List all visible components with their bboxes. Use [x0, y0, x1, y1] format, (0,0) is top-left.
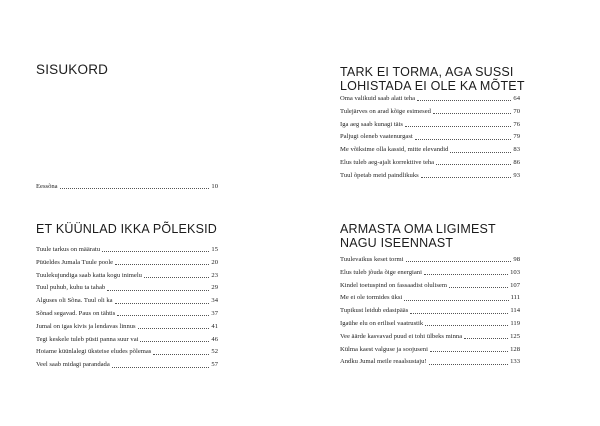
dot-leader [117, 315, 209, 316]
toc-entry-title: Tuulevaikus keset tormi [340, 256, 404, 263]
toc-entry-title: Eessõna [36, 183, 58, 190]
toc-entry-title: Tuule tarkus on määratu [36, 246, 101, 253]
toc-entry-title: Sõnad segavad. Paus on tähtis [36, 310, 116, 317]
toc-entry[interactable] [340, 132, 520, 141]
toc-entry-page-number: 125 [510, 332, 520, 340]
toc-entry[interactable] [36, 182, 218, 191]
toc-entry-page-number: 103 [510, 268, 520, 276]
dot-leader [417, 100, 511, 101]
toc-entry-page-number: 107 [510, 281, 520, 289]
dot-leader [115, 303, 210, 304]
toc-entry[interactable] [340, 255, 520, 264]
dot-leader [112, 367, 210, 368]
toc-entry-page-number: 10 [211, 183, 218, 190]
toc-entry[interactable] [340, 357, 520, 366]
toc-entry-title: Tupikust leidub edasipääs [340, 307, 409, 315]
toc-entry-page-number: 111 [510, 294, 520, 302]
toc-entry-page-number: 70 [513, 107, 520, 115]
toc-entry-title: Me võiksime olla kassid, mitte elevandid [340, 146, 449, 154]
toc-entry-page-number: 34 [211, 297, 218, 305]
dot-leader [406, 261, 512, 262]
dot-leader [102, 251, 209, 252]
right-page [300, 0, 600, 426]
toc-entry-title: Igaühe elu on erilisel vaatrustik [340, 320, 424, 327]
toc-entry[interactable] [36, 322, 218, 331]
toc-entry-page-number: 37 [211, 310, 218, 317]
dot-leader [449, 287, 508, 288]
toc-entry-title: Paljugi oleneb vaatenurgast [340, 133, 413, 141]
toc-entry-title: Tegi keskele tuleb püsti panna suur vai [36, 335, 139, 343]
toc-entry-title: Andku Jumal meile reaalsustaju! [340, 358, 427, 366]
toc-entry-page-number: 114 [510, 307, 520, 315]
toc-entry-title: Tulejärves on arad kõige esimesed [340, 107, 431, 115]
toc-entry[interactable] [340, 158, 520, 167]
toc-entry-page-number: 41 [211, 322, 218, 330]
toc-entry-page-number: 23 [211, 271, 218, 279]
toc-entry-title: Püüeldes Jumala Tuule poole [36, 258, 114, 266]
section-heading-line: ARMASTA OMA LIGIMEST [340, 222, 496, 236]
toc-entry[interactable] [340, 107, 520, 116]
dot-leader [464, 338, 508, 339]
toc-entry-page-number: 57 [211, 361, 218, 369]
toc-entry-title: Alguses oli Sõna. Tuul oli ka [36, 297, 113, 305]
dot-leader [404, 300, 508, 301]
dot-leader [433, 113, 511, 114]
toc-entry-page-number: 98 [513, 256, 520, 263]
toc-entry-title: Külma kaest valguse ja soojuseni [340, 345, 428, 353]
dot-leader [424, 274, 508, 275]
toc-entry-page-number: 119 [510, 320, 520, 327]
toc-entry[interactable] [340, 268, 520, 277]
toc-entry-title: Hoiame küünlalegi üksteise eludes põlemas [36, 348, 152, 356]
toc-entry-title: Jumal on igas kivis ja lendavas linnus [36, 322, 136, 330]
dot-leader [107, 290, 209, 291]
section-heading-line: NAGU ISEENNAST [340, 236, 454, 250]
toc-entry-page-number: 133 [510, 358, 520, 366]
toc-entry[interactable] [36, 283, 218, 292]
toc-entry[interactable] [36, 309, 218, 318]
toc-entry-page-number: 64 [513, 95, 520, 102]
section-heading-line: TARK EI TORMA, AGA SUSSI [340, 65, 514, 79]
toc-entry[interactable] [36, 360, 218, 369]
toc-entry-title: Oma valikuid saab alati teha [340, 95, 416, 102]
toc-entry[interactable] [340, 319, 520, 328]
toc-entry-title: Elus tuleb aeg-ajalt korrektiive teha [340, 159, 435, 166]
toc-title: SISUKORD [36, 62, 109, 77]
dot-leader [415, 139, 512, 140]
toc-entry-page-number: 79 [513, 133, 520, 141]
toc-entry-title: Me ei ole tormides üksi [340, 294, 403, 302]
section-heading-armasta [340, 222, 496, 250]
section-heading-tark-ei-torma [340, 65, 525, 93]
dot-leader [410, 313, 508, 314]
toc-entry[interactable] [36, 347, 218, 356]
dot-leader [115, 264, 209, 265]
toc-entry-page-number: 29 [211, 284, 218, 292]
toc-entry[interactable] [340, 332, 520, 341]
dot-leader [421, 177, 512, 178]
dot-leader [144, 277, 209, 278]
toc-entry[interactable] [340, 281, 520, 290]
toc-entry[interactable] [340, 306, 520, 315]
toc-entry[interactable] [340, 171, 520, 180]
dot-leader [425, 325, 508, 326]
toc-entry-title: Kindel toetuspind on fassaadist olulisem [340, 281, 447, 289]
toc-entry-title: Iga aeg saab kunagi täis [340, 120, 403, 128]
toc-entry-page-number: 128 [510, 345, 520, 353]
toc-entry-title: Veel saab midagi parandada [36, 361, 110, 369]
toc-entry-page-number: 83 [513, 146, 520, 154]
toc-entry-page-number: 93 [513, 171, 520, 179]
toc-entry[interactable] [340, 94, 520, 103]
dot-leader [405, 126, 511, 127]
toc-entry-page-number: 15 [211, 246, 218, 253]
section-heading-et-kuunlad: ET KÜÜNLAD IKKA PÕLEKSID [36, 222, 218, 236]
toc-entry[interactable] [36, 258, 218, 267]
toc-entry-title: Elus tuleb jõuda õige energiani [340, 268, 422, 276]
toc-entry-page-number: 76 [513, 120, 520, 128]
toc-entry[interactable] [36, 335, 218, 344]
toc-entry-page-number: 20 [211, 258, 218, 266]
dot-leader [153, 354, 209, 355]
toc-entry-title: Tuul õpetab meid paindlikuks [340, 171, 419, 179]
dot-leader [138, 328, 210, 329]
toc-entry[interactable] [340, 293, 520, 302]
toc-entry-title: Tuul puhub, kuhu ta tahab [36, 284, 106, 292]
toc-entry-page-number: 52 [211, 348, 218, 356]
section-heading-line: LOHISTADA EI OLE KA MÕTET [340, 79, 525, 93]
toc-entry[interactable] [340, 345, 520, 354]
toc-entry[interactable] [340, 145, 520, 154]
toc-entry[interactable] [36, 271, 218, 280]
toc-entry[interactable] [340, 120, 520, 129]
dot-leader [140, 341, 209, 342]
dot-leader [436, 164, 511, 165]
dot-leader [60, 188, 210, 189]
toc-entry-page-number: 86 [513, 159, 520, 166]
toc-entry-title: Vee äärde kasvavad puud ei tohi ülbeks minna [340, 332, 463, 340]
toc-entry-title: Tuulekujundiga saab katta kogu inimelu [36, 271, 142, 279]
dot-leader [450, 152, 511, 153]
toc-entry[interactable] [36, 245, 218, 254]
dot-leader [429, 364, 508, 365]
toc-entry-page-number: 46 [211, 335, 218, 343]
toc-entry[interactable] [36, 296, 218, 305]
dot-leader [430, 351, 508, 352]
